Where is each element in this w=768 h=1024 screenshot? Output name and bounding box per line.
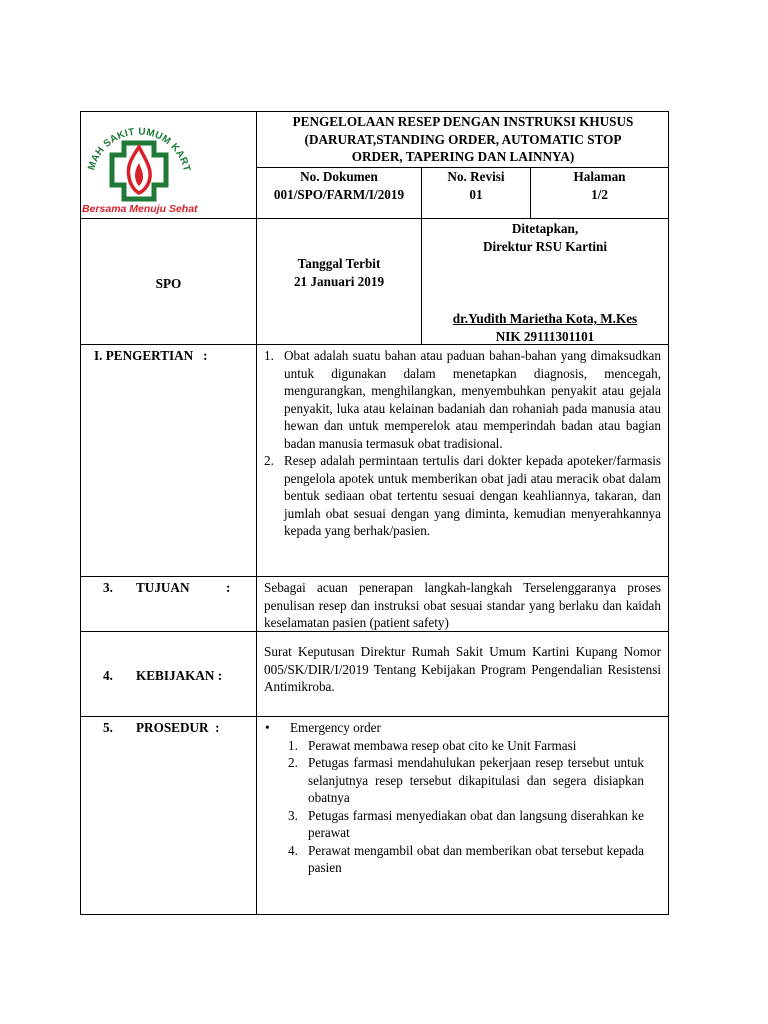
logo-arc-text: MAH SAKIT UMUM KART — [86, 126, 193, 173]
step-text: Perawat mengambil obat dan memberikan obat tersebut kepada pasien — [308, 842, 644, 875]
title-line: PENGELOLAAN RESEP DENGAN INSTRUKSI KHUSUS — [292, 114, 634, 129]
director-title: Direktur RSU Kartini — [482, 238, 608, 254]
pengertian-label: I. PENGERTIAN : — [94, 348, 208, 363]
revision-cell — [422, 168, 530, 203]
doc-number-value: 001/SPO/FARM/I/2019 — [273, 186, 405, 202]
item-text: Obat adalah suatu bahan atau paduan bahan-bahan yang dimaksudkan untuk digunakan dalam menetapkan diagnosis, mencegah, mengurangkan, menghilangkan, menyembuhkan penyakit atau gejala penyakit, luka atau kelainan badaniah dan rohaniah pada manusia atau hewan dan untuk memperelok atau memperindah badan atau bagian badan manusia termasuk obat tradisional. — [284, 348, 661, 451]
kebijakan-number: 4. — [103, 668, 113, 683]
director-signature — [422, 310, 668, 345]
list-item — [264, 347, 661, 452]
step-number: 4. — [288, 842, 298, 858]
logo-motto: Bersama Menuju Sehat — [82, 203, 198, 215]
kebijakan-label: KEBIJAKAN : — [136, 668, 223, 683]
revision-label: No. Revisi — [447, 169, 505, 184]
step-text: Petugas farmasi menyediakan obat dan langsung diserahkan ke perawat — [308, 807, 644, 840]
page-cell — [531, 168, 668, 203]
director-name: dr.Yudith Marietha Kota, M.Kes — [452, 311, 638, 326]
list-item — [288, 842, 644, 877]
spo-label: SPO — [155, 276, 182, 291]
table-border-bottom — [80, 914, 669, 915]
step-text: Perawat membawa resep obat cito ke Unit Farmasi — [308, 737, 577, 753]
tujuan-label: TUJUAN — [136, 580, 190, 595]
table-border — [80, 716, 669, 717]
step-text: Petugas farmasi mendahulukan pekerjaan resep tersebut untuk selanjutnya resep tersebut dikapitulasi dan segera disiapkan obatnya — [308, 755, 644, 805]
kebijakan-text: Surat Keputusan Direktur Rumah Sakit Umum Kartini Kupang Nomor 005/SK/DIR/I/2019 Tentang Kebijakan Program Pengendalian Resistensi Antimikroba. — [264, 644, 661, 694]
list-item — [288, 737, 644, 755]
table-border — [256, 111, 257, 915]
pengertian-list — [264, 347, 661, 540]
bullet-text: Emergency order — [290, 720, 381, 735]
doc-number-cell — [257, 168, 421, 203]
table-border — [80, 576, 669, 577]
issue-date-cell — [257, 255, 421, 290]
prosedur-content — [262, 719, 644, 877]
step-number: 2. — [288, 755, 298, 770]
tujuan-text: Sebagai acuan penerapan langkah-langkah Terselenggaranya proses penulisan resep dan instruksi obat sesuai standar yang berlaku dan kaidah keselamatan pasien (patient safety) — [264, 580, 661, 630]
title-line: (DARURAT,STANDING ORDER, AUTOMATIC STOP — [304, 131, 622, 147]
item-text: Resep adalah permintaan tertulis dari dokter kepada apoteker/farmasis pengelola apotek untuk memberikan obat jadi atau meracik obat dalam bentuk sediaan obat tertentu sesuai dengan keahliannya, takaran, dan jumlah obat sesuai dengan yang diminta, kemudian menyerahkannya kepada yang berhak/pasien. — [284, 453, 661, 538]
revision-value: 01 — [469, 186, 483, 202]
step-number: 1. — [288, 737, 298, 753]
item-number: 1. — [264, 348, 274, 363]
hospital-logo — [80, 105, 198, 223]
step-number: 3. — [288, 807, 298, 823]
tujuan-number: 3. — [103, 580, 113, 595]
approval-label: Ditetapkan, — [511, 221, 579, 236]
table-border-right — [668, 111, 669, 915]
table-border-left — [80, 111, 81, 915]
issue-date-value: 21 Januari 2019 — [293, 273, 385, 289]
list-item — [264, 452, 661, 540]
bullet-dot: • — [265, 720, 270, 735]
svg-text:RUMAH SAKIT UMUM KARTINI — [80, 105, 192, 173]
item-number: 2. — [264, 453, 274, 468]
prosedur-number: 5. — [103, 720, 113, 735]
title-line: ORDER, TAPERING DAN LAINNYA) — [351, 149, 575, 164]
director-nik: NIK 29111301101 — [495, 328, 595, 344]
list-item — [288, 754, 644, 807]
bullet-item — [262, 719, 644, 737]
page-value: 1/2 — [591, 186, 608, 202]
prosedur-steps — [288, 737, 644, 877]
approval-cell — [422, 220, 668, 255]
issue-date-label: Tanggal Terbit — [297, 256, 381, 271]
tujuan-colon: : — [226, 580, 231, 595]
page-label: Halaman — [573, 169, 626, 184]
pengertian-content — [264, 347, 661, 540]
list-item — [288, 807, 644, 842]
document-title — [258, 113, 668, 166]
prosedur-label: PROSEDUR : — [136, 720, 220, 735]
doc-number-label: No. Dokumen — [300, 169, 378, 184]
